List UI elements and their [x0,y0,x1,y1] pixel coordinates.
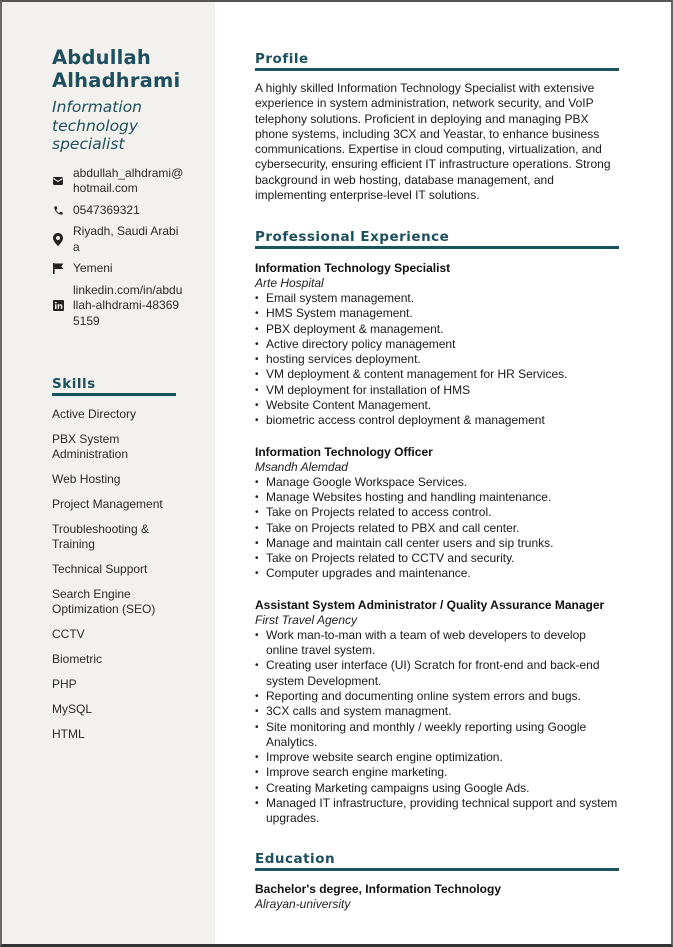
job-company: Msandh Alemdad [255,459,348,474]
profile-summary: A highly skilled Information Technology Specialist with extensive experience in system administration, network security, and VoIP telephony solutions. Proficient in deploying and managing PBX phone systems, including 3CX and Yeastar, to enhance business communications. Expertise in cloud computing, virtualization, and cybersecurity, ensuring efficient IT infrastructure operations. Strong background in web hosting, database management, and implementing enterprise-level IT solutions. [255,81,611,203]
bullet-item: • Website Content Management. [255,398,621,413]
job-title: Information Technology Specialist [255,261,451,275]
job-entry [255,261,621,429]
skill-item: PHP [52,677,77,691]
bullet-item: • PBX deployment & management. [255,322,621,337]
bullet-item: • hosting services deployment. [255,352,621,367]
skills-divider [52,393,176,396]
skill-item: Web Hosting [52,472,121,486]
name-last: Alhadhrami [52,69,181,92]
flag-icon [52,262,64,276]
bullet-item: • Managed IT infrastructure, providing technical support and system upgrades. [255,796,621,827]
education-heading: Education [255,851,336,867]
bullet-item: • Computer upgrades and maintenance. [255,566,621,581]
skill-item: CCTV [52,627,85,641]
contact-linkedin[interactable] [52,283,215,330]
skill-item: Troubleshooting & Training [52,522,149,551]
skills-list [52,407,182,752]
education-degree: Bachelor's degree, Information Technology [255,882,502,896]
education-section [255,851,621,912]
contact-email-text: abdullah_alhdrami@hotmail.com [73,165,184,195]
contact-list [52,166,215,330]
contact-location [52,224,215,255]
skill-item: HTML [52,727,85,741]
profile-divider [255,68,619,71]
bullet-item: • 3CX calls and system managment. [255,704,621,719]
skill-item: PBX System Administration [52,432,129,461]
contact-location-text: Riyadh, Saudi Arabia [73,224,179,254]
bullet-item: • Improve website search engine optimization. [255,750,621,765]
job-title: Assistant System Administrator / Quality Assurance Manager [255,597,605,612]
job-title: Information Technology Officer [255,444,433,459]
skill-item: Technical Support [52,562,148,576]
job-title-headline: Information technology specialist [52,98,142,153]
bullet-item: • HMS System management. [255,306,621,321]
bullet-item: • Reporting and documenting online system errors and bugs. [255,689,621,704]
linkedin-icon [52,299,64,313]
contact-nationality [52,261,215,277]
contact-email[interactable] [52,166,215,197]
envelope-icon [52,174,64,188]
contact-phone-text: 0547369321 [73,202,140,217]
sidebar [2,2,215,944]
bullet-item: • Creating user interface (UI) Scratch for front-end and back-end system Development. [255,658,621,689]
job-entry [255,598,621,827]
bullet-item: • Work man-to-man with a team of web developers to develop online travel system. [255,628,621,659]
bullet-item: • Site monitoring and monthly / weekly reporting using Google Analytics. [255,720,621,751]
bullet-item: • Active directory policy management [255,337,621,352]
bullet-item: • Take on Projects related to CCTV and security. [255,551,621,566]
bullet-item: • Improve search engine marketing. [255,765,621,780]
phone-icon [52,203,64,217]
experience-divider [255,246,619,249]
skill-item: Active Directory [52,407,137,421]
job-company: Arte Hospital [255,276,324,290]
bullet-item: • Take on Projects related to access control. [255,505,621,520]
job-bullets [255,628,621,827]
job-bullets [255,291,621,429]
bullet-item: • Manage and maintain call center users and sip trunks. [255,536,621,551]
person-name [52,46,215,92]
profile-section [255,51,621,203]
skill-item: MySQL [52,702,93,716]
main-content [215,2,671,944]
skill-item: Project Management [52,497,163,511]
job-entry [255,445,621,582]
bullet-item: • Email system management. [255,291,621,306]
education-school: Alrayan-university [255,897,351,911]
skill-item: Search Engine Optimization (SEO) [52,587,156,616]
location-pin-icon [52,233,64,247]
bullet-item: • Take on Projects related to PBX and call center. [255,521,621,536]
bullet-item: • Creating Marketing campaigns using Google Ads. [255,781,621,796]
skills-heading: Skills [52,376,96,392]
education-divider [255,868,619,871]
name-first: Abdullah [52,46,151,69]
contact-linkedin-text: linkedin.com/in/abdullah-alhdrami-483695159 [73,282,183,328]
bullet-item: • Manage Websites hosting and handling maintenance. [255,490,621,505]
bullet-item: • biometric access control deployment & management [255,413,621,428]
bullet-item: • Manage Google Workspace Services. [255,475,621,490]
skill-item: Biometric [52,652,103,666]
contact-nationality-text: Yemeni [73,261,113,275]
bullet-item: • VM deployment for installation of HMS [255,383,621,398]
profile-heading: Profile [255,51,309,67]
bullet-item: • VM deployment & content management for HR Services. [255,367,621,382]
job-bullets [255,475,621,582]
job-company: First Travel Agency [255,612,358,627]
contact-phone[interactable] [52,203,215,219]
experience-heading: Professional Experience [255,229,450,245]
experience-section [255,229,621,827]
